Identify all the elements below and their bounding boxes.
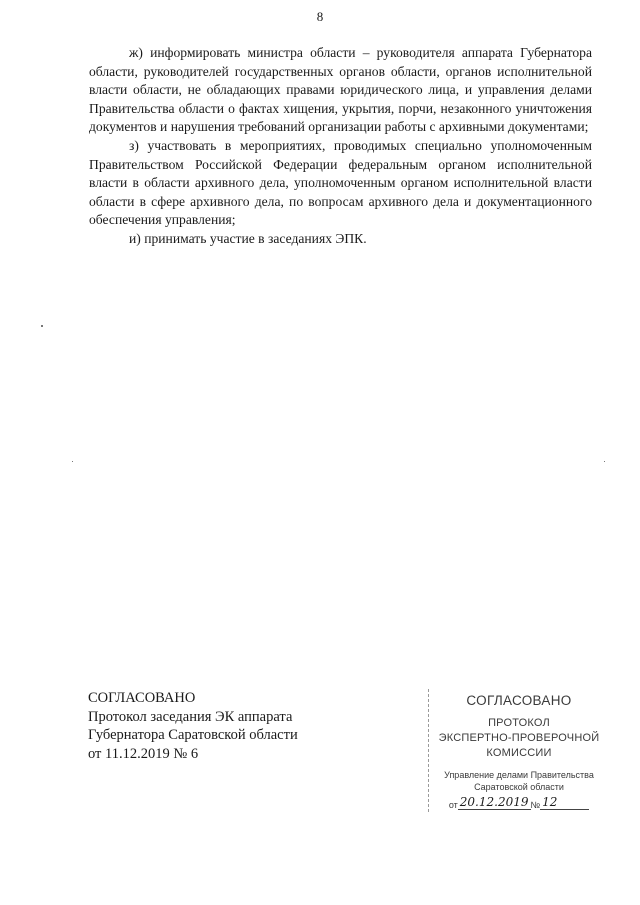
stamp-date-prefix: от (448, 800, 458, 810)
paragraph-z: з) участвовать в мероприятиях, проводимых специально уполномоченным Правительством Российской Федерации федеральным органом исполнительной власти в области архивного дела, уполномоченным органом исполнительной власти области в сфере архивного дела, по вопросам архивного дела и документационного обеспечения управления; (89, 137, 592, 228)
stamp-commission: КОМИССИИ (486, 747, 552, 759)
approval-title: СОГЛАСОВАНО (88, 690, 196, 706)
approval-date-line: от 11.12.2019 № 6 (88, 745, 199, 762)
approval-stamp (428, 689, 609, 812)
scan-speck (72, 461, 73, 462)
stamp-number-prefix: № (530, 800, 541, 810)
scan-speck (41, 325, 43, 327)
scan-speck (604, 461, 605, 462)
page-number: 8 (316, 9, 324, 24)
approval-authority-line: Губернатора Саратовской области (88, 727, 298, 744)
paragraph-i: и) принимать участие в заседаниях ЭПК. (129, 230, 367, 246)
approval-protocol-line: Протокол заседания ЭК аппарата (88, 708, 293, 725)
stamp-protocol: ПРОТОКОЛ (488, 717, 550, 729)
paragraph-zh: ж) информировать министра области – руководителя аппарата Губернатора области, руководителей государственных органов области, органов исполнительной власти области, не обладающих правами юридического лица, и управления делами Правительства области о фактах хищения, укрытия, порчи, незаконного уничтожения документов и нарушения требований организации работы с архивными документами; (89, 45, 592, 135)
document-body (89, 44, 592, 249)
stamp-org-line2: Саратовской области (474, 782, 564, 792)
stamp-handwritten-date: 20.12.2019 (459, 795, 529, 809)
stamp-commission-type: ЭКСПЕРТНО-ПРОВЕРОЧНОЙ (438, 732, 600, 744)
stamp-handwritten-number: 12 (540, 795, 589, 810)
approval-block (88, 689, 348, 763)
stamp-title: СОГЛАСОВАНО (466, 693, 572, 708)
stamp-org-line1: Управление делами Правительства (444, 770, 594, 780)
stamp-date-row (429, 795, 609, 810)
